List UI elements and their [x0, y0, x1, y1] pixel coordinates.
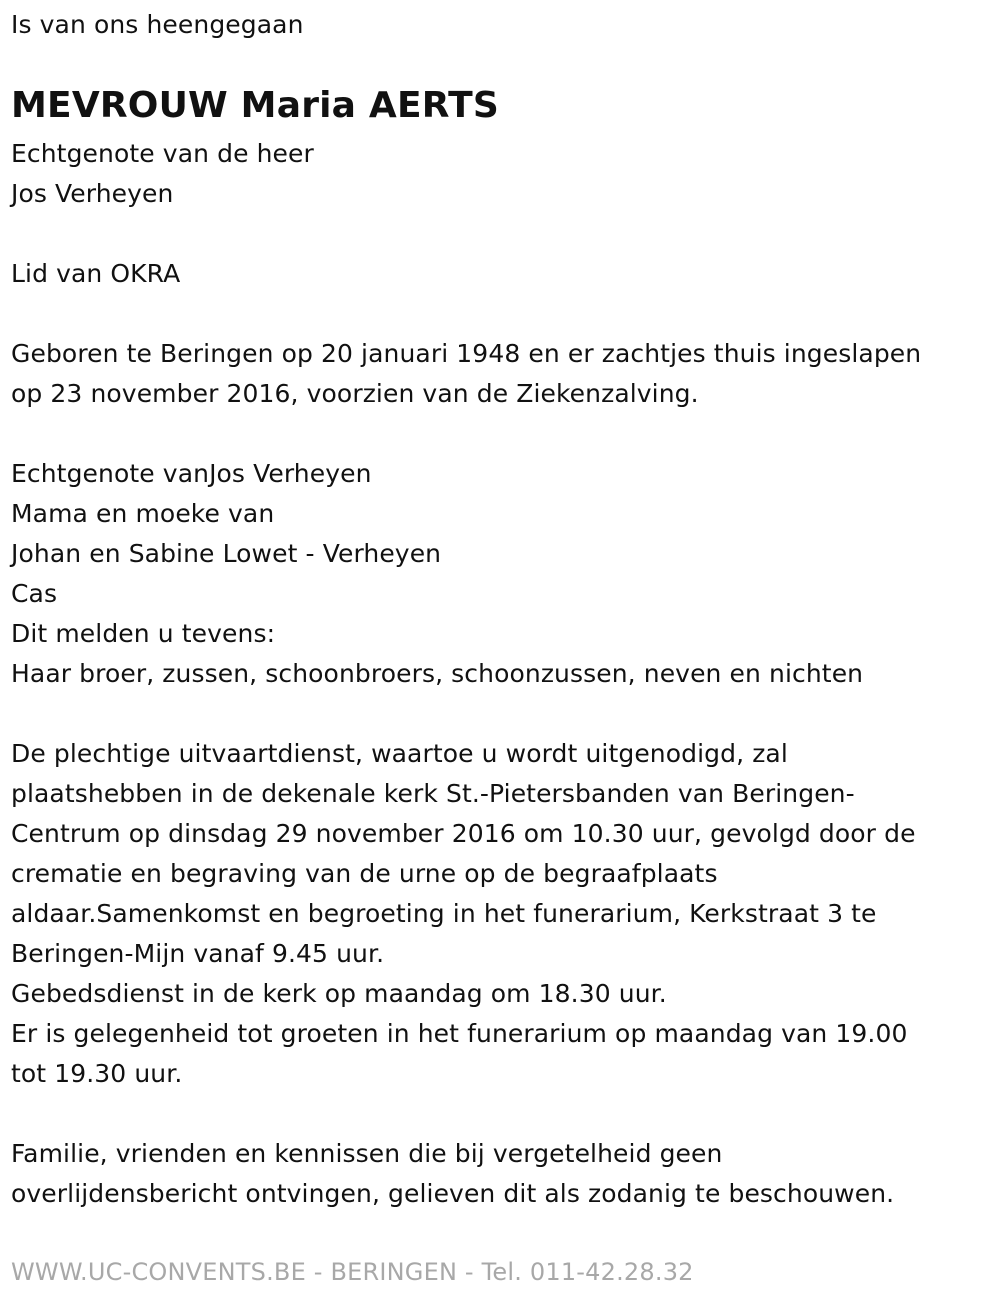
funeral-line: Er is gelegenheid tot groeten in het funerarium op maandag van 19.00	[11, 1019, 908, 1048]
blank-line	[11, 214, 921, 254]
intro-text: Is van ons heengegaan	[11, 10, 304, 39]
funeral-line: tot 19.30 uur.	[11, 1059, 183, 1088]
funeral-line: aldaar.Samenkomst en begroeting in het funerarium, Kerkstraat 3 te	[11, 899, 877, 928]
spouse-line: Echtgenote van de heer	[11, 139, 314, 168]
deceased-name: MEVROUW Maria AERTS	[11, 85, 499, 126]
family-line: Johan en Sabine Lowet - Verheyen	[11, 539, 442, 568]
birth-death-line: Geboren te Beringen op 20 januari 1948 en er zachtjes thuis ingeslapen	[11, 339, 922, 368]
closing-line: Familie, vrienden en kennissen die bij vergetelheid geen	[11, 1139, 723, 1168]
family-line: Cas	[11, 579, 58, 608]
funeral-line: Beringen-Mijn vanaf 9.45 uur.	[11, 939, 385, 968]
closing-line: overlijdensbericht ontvingen, gelieven dit als zodanig te beschouwen.	[11, 1179, 895, 1208]
funeral-line: crematie en begraving van de urne op de begraafplaats	[11, 859, 718, 888]
birth-death-line: op 23 november 2016, voorzien van de Ziekenzalving.	[11, 379, 699, 408]
membership-line: Lid van OKRA	[11, 259, 181, 288]
funeral-line: plaatshebben in de dekenale kerk St.-Pietersbanden van Beringen-	[11, 779, 855, 808]
funeral-line: De plechtige uitvaartdienst, waartoe u wordt uitgenodigd, zal	[11, 739, 788, 768]
funeral-line: Centrum op dinsdag 29 november 2016 om 10.30 uur, gevolgd door de	[11, 819, 916, 848]
notice-body	[11, 134, 921, 1214]
blank-line	[11, 1094, 921, 1134]
blank-line	[11, 694, 921, 734]
family-line: Haar broer, zussen, schoonbroers, schoonzussen, neven en nichten	[11, 659, 864, 688]
family-line: Mama en moeke van	[11, 499, 275, 528]
funeral-line: Gebedsdienst in de kerk op maandag om 18.30 uur.	[11, 979, 667, 1008]
family-line: Echtgenote vanJos Verheyen	[11, 459, 372, 488]
family-line: Dit melden u tevens:	[11, 619, 276, 648]
spouse-line: Jos Verheyen	[11, 179, 174, 208]
blank-line	[11, 414, 921, 454]
footer-contact: WWW.UC-CONVENTS.BE - BERINGEN - Tel. 011-42.28.32	[11, 1258, 694, 1286]
blank-line	[11, 294, 921, 334]
